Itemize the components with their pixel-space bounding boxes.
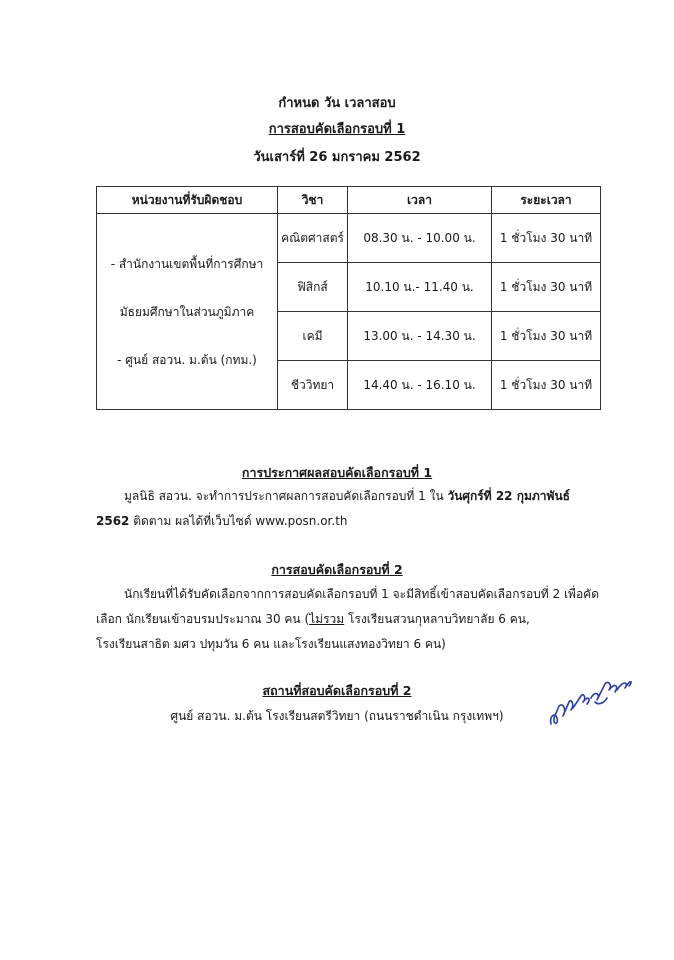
time-cell: 14.40 น. - 16.10 น.	[348, 361, 492, 410]
agency-cell	[97, 214, 278, 410]
duration-cell: 1 ชั่วโมง 30 นาที	[492, 312, 601, 361]
header-subject: วิชา	[278, 187, 348, 214]
agency-line: มัธยมศึกษาในส่วนภูมิภาค	[119, 304, 255, 319]
table-header-row	[97, 187, 601, 214]
duration-cell: 1 ชั่วโมง 30 นาที	[492, 361, 601, 410]
round2-paragraph	[96, 582, 600, 657]
header-agency: หน่วยงานที่รับผิดชอบ	[97, 187, 278, 214]
time-cell: 13.00 น. - 14.30 น.	[348, 312, 492, 361]
announcement-title: การประกาศผลสอบคัดเลือกรอบที่ 1	[241, 465, 433, 480]
subject-cell: ฟิสิกส์	[278, 263, 348, 312]
announcement-text-end: ติดตาม ผลได้ที่เว็บไซด์ www.posn.or.th	[129, 514, 348, 528]
round2-title: การสอบคัดเลือกรอบที่ 2	[271, 562, 403, 577]
duration-cell: 1 ชั่วโมง 30 นาที	[492, 214, 601, 263]
time-cell: 10.10 น.- 11.40 น.	[348, 263, 492, 312]
round2-text: นักเรียนที่ได้รับคัดเลือกจากการสอบคัดเลือกรอบที่ 1 จะมีสิทธิ์เข้าสอบคัดเลือกรอบที่ 2 เพื่อคัดเลือก นักเรียนเข้าอบรมประมาณ 30 คน (	[96, 587, 599, 626]
exam-date: วันเสาร์ที่ 26 มกราคม 2562	[253, 150, 421, 165]
schedule-heading: กำหนด วัน เวลาสอบ	[278, 96, 396, 111]
subject-cell: คณิตศาสตร์	[278, 214, 348, 263]
agency-line: - ศูนย์ สอวน. ม.ต้น (กทม.)	[117, 352, 257, 367]
announcement-text: มูลนิธิ สอวน. จะทำการประกาศผลการสอบคัดเลือกรอบที่ 1 ใน	[124, 489, 448, 503]
round1-heading: การสอบคัดเลือกรอบที่ 1	[268, 122, 406, 137]
header-time: เวลา	[348, 187, 492, 214]
duration-cell: 1 ชั่วโมง 30 นาที	[492, 263, 601, 312]
announcement-paragraph	[96, 484, 600, 534]
table-row	[97, 214, 601, 263]
subject-cell: เคมี	[278, 312, 348, 361]
header-duration: ระยะเวลา	[492, 187, 601, 214]
subject-cell: ชีววิทยา	[278, 361, 348, 410]
agency-line: - สำนักงานเขตพื้นที่การศึกษา	[110, 256, 264, 271]
venue-title: สถานที่สอบคัดเลือกรอบที่ 2	[262, 683, 412, 698]
handwritten-signature	[545, 672, 635, 732]
exam-schedule-table	[96, 186, 601, 410]
time-cell: 08.30 น. - 10.00 น.	[348, 214, 492, 263]
round2-text-end: โรงเรียนสวนกุหลาบวิทยาลัย 6 คน, โรงเรียนสาธิต มศว ปทุมวัน 6 คน และโรงเรียนแสงทองวิทยา 6 คน)	[96, 612, 530, 651]
announcement-date: วันศุกร์ที่ 22 กุมภาพันธ์ 2562	[96, 489, 570, 528]
round2-excluded: ไม่รวม	[309, 612, 345, 626]
venue-text: ศูนย์ สอวน. ม.ต้น โรงเรียนสตรีวิทยา (ถนนราชดำเนิน กรุงเทพฯ)	[170, 709, 504, 723]
